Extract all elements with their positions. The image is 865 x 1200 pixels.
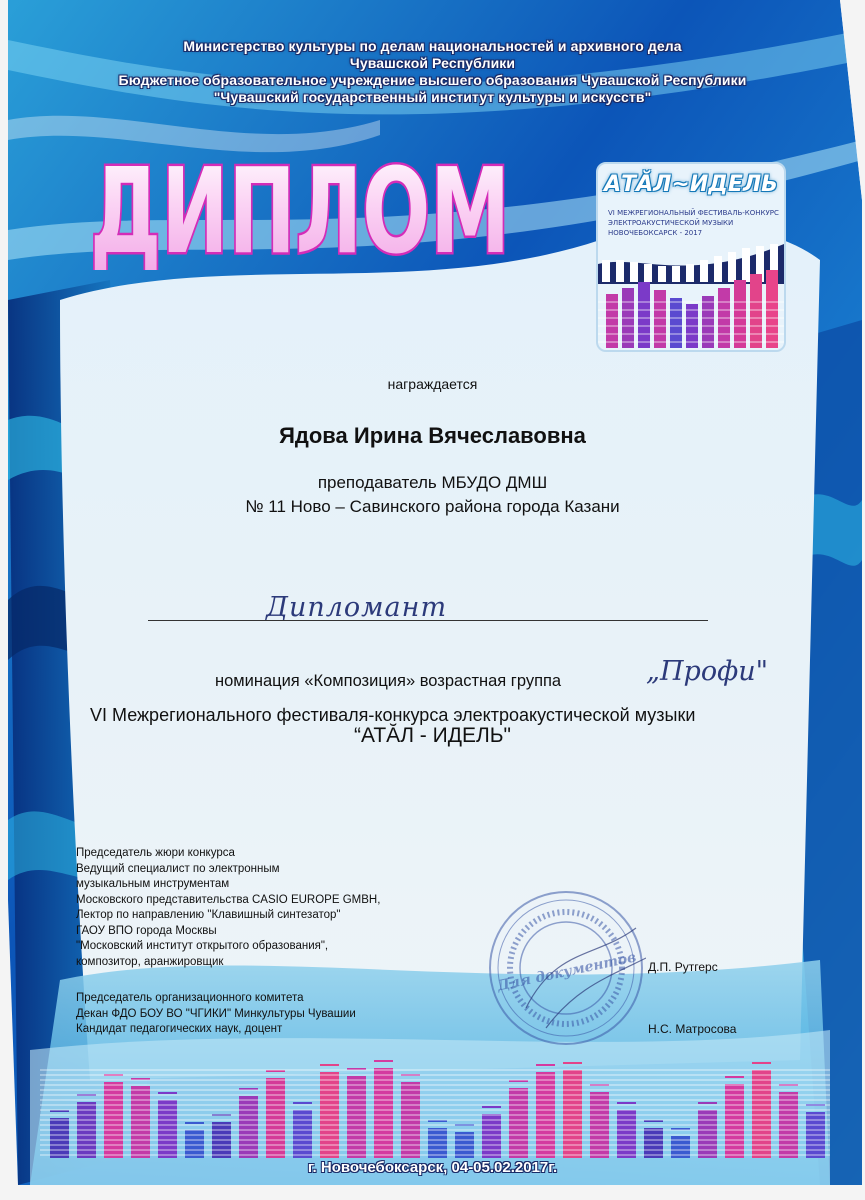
jury-line-2: Ведущий специалист по электронным [76, 862, 280, 875]
festival-line-1: VI Межрегионального фестиваля-конкурса электроакустической музыки [90, 705, 696, 725]
equalizer-cap [698, 1102, 717, 1104]
equalizer-cap [536, 1064, 555, 1066]
bottom-equalizer [40, 1050, 830, 1162]
equalizer-cap [293, 1102, 312, 1104]
jury-line-8: композитор, аранжировщик [76, 955, 224, 968]
header-line-4: "Чувашский государственный институт культуры и искусств" [213, 89, 652, 105]
awarded-text: награждается [387, 376, 478, 392]
header-line-1: Министерство культуры по делам национальностей и архивного дела [183, 38, 682, 54]
jury-signature-block [76, 846, 380, 970]
equalizer-bar [50, 1118, 69, 1158]
festival-logo [596, 162, 786, 352]
jury-line-6: ГАОУ ВПО города Москвы [76, 924, 217, 937]
equalizer-cap [563, 1062, 582, 1064]
jury-line-3: музыкальным инструментам [76, 878, 230, 890]
committee-line-2: Декан ФДО БОУ ВО "ЧГИКИ" Минкультуры Чувашии [76, 1007, 356, 1020]
jury-line-5: Лектор по направлению "Клавишный синтезатор" [76, 909, 341, 921]
committee-line-3: Кандидат педагогических наук, доцент [76, 1023, 283, 1035]
nomination-text: номинация «Композиция» возрастная группа [215, 672, 562, 690]
diploma-title [85, 140, 515, 270]
equalizer-cap [158, 1092, 177, 1094]
header-line-3: Бюджетное образовательное учреждение высшего образования Чувашской Республики [118, 72, 747, 88]
equalizer-bar [347, 1076, 366, 1158]
logo-title: АТĂЛ~ИДЕЛЬ [604, 172, 778, 197]
logo-subtitle-1: VI МЕЖРЕГИОНАЛЬНЫЙ ФЕСТИВАЛЬ-КОНКУРС [608, 209, 779, 217]
recipient-name: Ядова Ирина Вячеславовна [279, 423, 586, 448]
equalizer-bar [428, 1128, 447, 1158]
committee-signatory-name: Н.С. Матросова [648, 1022, 737, 1036]
header-line-2: Чувашской Республики [349, 55, 516, 71]
position-line-2: № 11 Ново – Савинского района города Казани [245, 497, 620, 516]
equalizer-cap [185, 1122, 204, 1124]
equalizer-bar [293, 1110, 312, 1158]
logo-subtitle-3: НОВОЧЕБОКСАРСК - 2017 [608, 229, 703, 237]
equalizer-cap [482, 1106, 501, 1108]
equalizer-bar [644, 1128, 663, 1158]
equalizer-bar [617, 1110, 636, 1158]
equalizer-bar [131, 1086, 150, 1158]
stamp-text: Для документов [496, 949, 638, 995]
logo-keyboard-equalizer [598, 224, 784, 350]
footer-place-date: г. Новочебоксарск, 04-05.02.2017г. [307, 1159, 558, 1176]
committee-signature-block [76, 991, 356, 1038]
equalizer-cap [617, 1102, 636, 1104]
equalizer-bar [158, 1100, 177, 1158]
official-stamp [486, 888, 646, 1048]
committee-line-1: Председатель организационного комитета [76, 992, 304, 1004]
jury-line-7: "Московский институт открытого образования", [76, 940, 329, 952]
logo-subtitle-2: ЭЛЕКТРОАКУСТИЧЕСКОЙ МУЗЫКИ [608, 219, 734, 227]
jury-line-1: Председатель жюри конкурса [76, 847, 235, 859]
diploma-title-text: ДИПЛОМ [90, 142, 510, 270]
equalizer-bar [509, 1088, 528, 1158]
equalizer-cap [752, 1062, 771, 1064]
festival-line-2: “АТĂЛ - ИДЕЛЬ" [354, 724, 511, 747]
age-group-handwritten: „Профи" [646, 656, 769, 687]
equalizer-cap [320, 1064, 339, 1066]
grade-underline [148, 620, 708, 621]
equalizer-cap [374, 1060, 393, 1062]
jury-signatory-name: Д.П. Рутгерс [648, 960, 718, 974]
equalizer-cap [725, 1076, 744, 1078]
position-line-1: преподаватель МБУДО ДМШ [317, 473, 548, 492]
grade-handwritten: Дипломант [266, 592, 448, 623]
equalizer-bar [185, 1130, 204, 1158]
equalizer-bar [698, 1110, 717, 1158]
jury-line-4: Московского представительства CASIO EUROPE GMBH, [76, 893, 381, 906]
